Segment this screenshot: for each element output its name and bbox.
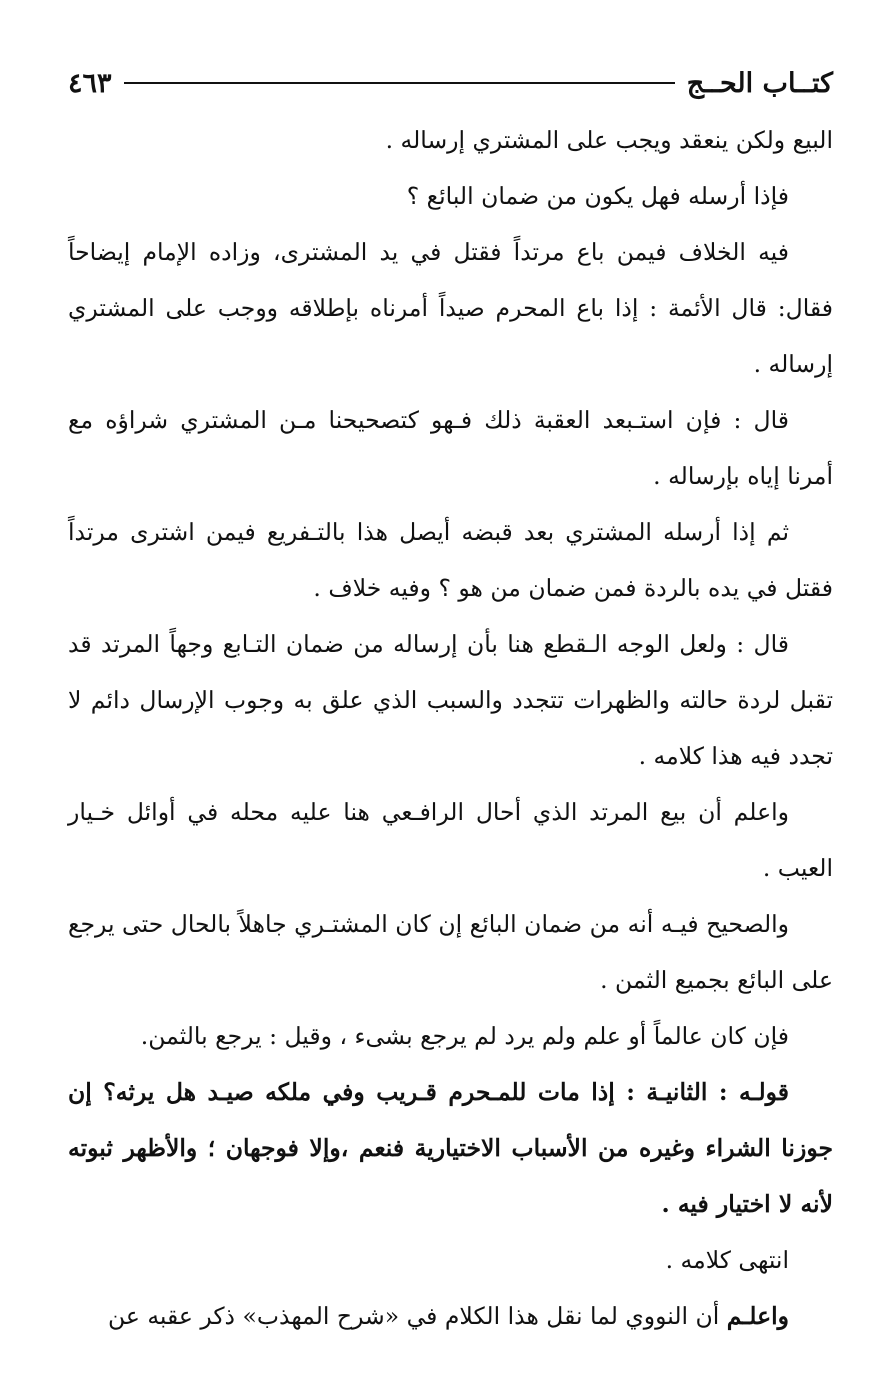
paragraph-1: البيع ولكن ينعقد ويجب على المشتري إرساله . xyxy=(385,126,833,154)
page-body xyxy=(68,112,833,1344)
paragraph-7: واعلم أن بيع المرتد الذي أحال الرافـعي هنا عليه محله في أوائل خـيار العيب . xyxy=(68,798,833,882)
paragraph-11: انتهى كلامه . xyxy=(665,1246,789,1274)
page-header xyxy=(68,62,833,104)
paragraph-2: فإذا أرسله فهل يكون من ضمان البائع ؟ xyxy=(406,182,789,210)
paragraph-9: فإن كان عالماً أو علم ولم يرد لم يرجع بشىء ، وقيل : يرجع بالثمن. xyxy=(140,1022,789,1050)
running-title: كتــاب الحــج xyxy=(686,67,833,99)
quoted-statement: قولـه : الثانيـة : إذا مات للمـحرم قـريب وفي ملكه صيـد هل يرثه؟ إن جوزنا الشراء وغيره من الأسباب الاختيارية فنعم ،وإلا فوجهان ؛ والأظهر ثبوته لأنه لا اختيار فيه . xyxy=(68,1078,833,1218)
page-number: ٤٦٣ xyxy=(68,67,112,99)
paragraph-6: قال : ولعل الوجه الـقطع هنا بأن إرساله من ضمان التـابع وجهاً المرتد قد تقبل لردة حالته والظهرات تتجدد والسبب الذي علق به وجوب الإرسال دائم لا تجدد فيه هذا كلامه . xyxy=(68,630,833,770)
paragraph-12 xyxy=(68,1288,833,1344)
paragraph-4: قال : فإن استـبعد العقبة ذلك فـهو كتصحيحنا مـن المشتري شراؤه مع أمرنا إياه بإرساله . xyxy=(68,406,833,490)
paragraph-lead-word: واعلـم xyxy=(726,1302,789,1330)
paragraph-3: فيه الخلاف فيمن باع مرتداً فقتل في يد المشترى، وزاده الإمام إيضاحاً فقال: قال الأئمة : إذا باع المحرم صيداً أمرناه بإطلاقه ووجب على المشتري إرساله . xyxy=(68,238,833,378)
header-rule xyxy=(124,82,675,84)
paragraph-8: والصحيح فيـه أنه من ضمان البائع إن كان المشتـري جاهلاً بالحال حتى يرجع على البائع بجميع الثمن . xyxy=(68,910,833,994)
paragraph-5: ثم إذا أرسله المشتري بعد قبضه أيصل هذا بالتـفريع فيمن اشترى مرتداً فقتل في يده بالردة فمن ضمان من هو ؟ وفيه خلاف . xyxy=(68,518,833,602)
paragraph-12-text: أن النووي لما نقل هذا الكلام في «شرح المهذب» ذكر عقبه عن xyxy=(107,1302,727,1330)
